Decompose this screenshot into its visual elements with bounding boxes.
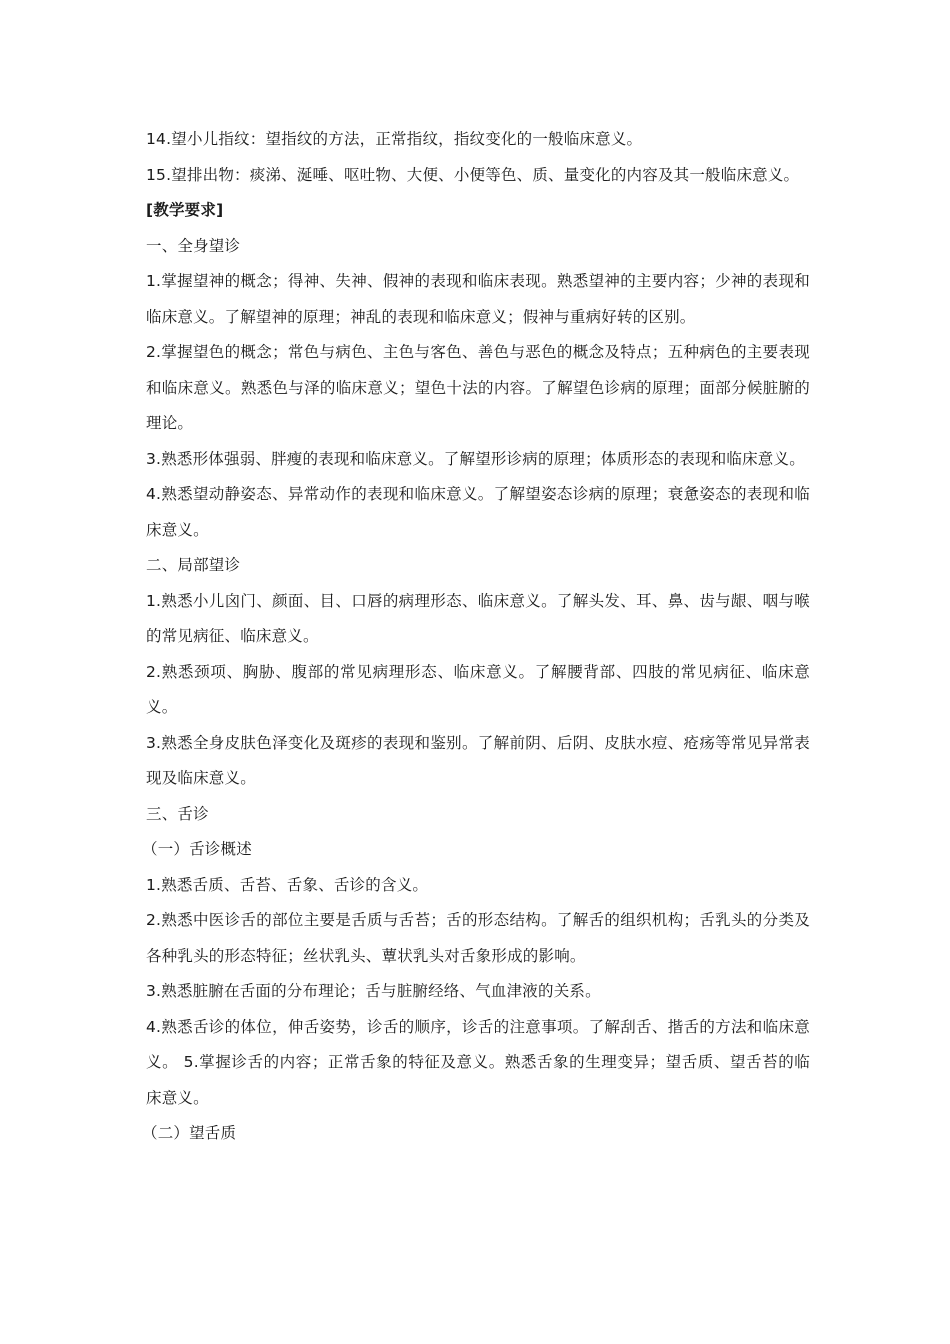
list-item: 2.熟悉中医诊舌的部位主要是舌质与舌苔；舌的形态结构。了解舌的组织机构；舌乳头的分类及各种乳头的形态特征；丝状乳头、蕈状乳头对舌象形成的影响。	[146, 911, 810, 965]
section-title-whole-body-inspection: 一、全身望诊	[146, 236, 241, 255]
section-heading-teaching-requirements: [教学要求]	[146, 201, 224, 219]
list-item: 3.熟悉脏腑在舌面的分布理论；舌与脏腑经络、气血津液的关系。	[146, 982, 601, 1000]
subsection-title-tongue-overview: （一）舌诊概述	[142, 840, 252, 858]
list-item: 1.熟悉舌质、舌苔、舌象、舌诊的含义。	[146, 875, 429, 894]
list-item: 2.熟悉颈项、胸胁、腹部的常见病理形态、临床意义。了解腰背部、四肢的常见病征、临床意义。	[146, 662, 810, 716]
list-item: 3.熟悉全身皮肤色泽变化及斑疹的表现和鉴别。了解前阴、后阴、皮肤水痘、疮疡等常见异常表现及临床意义。	[146, 733, 810, 787]
list-item: 2.掌握望色的概念；常色与病色、主色与客色、善色与恶色的概念及特点；五种病色的主要表现和临床意义。熟悉色与泽的临床意义；望色十法的内容。了解望色诊病的原理；面部分候脏腑的理论。	[146, 343, 810, 432]
paragraph-item-15: 15.望排出物：痰涕、涎唾、呕吐物、大便、小便等色、质、量变化的内容及其一般临床意义。	[146, 165, 800, 184]
list-item: 4.熟悉望动静姿态、异常动作的表现和临床意义。了解望姿态诊病的原理；衰惫姿态的表现和临床意义。	[146, 485, 810, 539]
subsection-title-tongue-body: （二）望舌质	[142, 1124, 237, 1142]
section-title-local-inspection: 二、局部望诊	[146, 556, 241, 574]
document-page	[142, 122, 810, 1152]
list-item: 4.熟悉舌诊的体位，伸舌姿势，诊舌的顺序，诊舌的注意事项。了解刮舌、揩舌的方法和临床意义。 5.掌握诊舌的内容；正常舌象的特征及意义。熟悉舌象的生理变异；望舌质、望舌苔的临床意义。	[146, 1017, 810, 1107]
section-title-tongue-diagnosis: 三、舌诊	[146, 804, 209, 823]
list-item: 1.熟悉小儿囟门、颜面、目、口唇的病理形态、临床意义。了解头发、耳、鼻、齿与龈、咽与喉的常见病征、临床意义。	[146, 591, 810, 645]
list-item: 1.掌握望神的概念；得神、失神、假神的表现和临床表现。熟悉望神的主要内容；少神的表现和临床意义。了解望神的原理；神乱的表现和临床意义；假神与重病好转的区别。	[146, 272, 810, 326]
paragraph-item-14: 14.望小儿指纹：望指纹的方法，正常指纹，指纹变化的一般临床意义。	[146, 130, 643, 148]
list-item: 3.熟悉形体强弱、胖瘦的表现和临床意义。了解望形诊病的原理；体质形态的表现和临床意义。	[146, 449, 805, 468]
